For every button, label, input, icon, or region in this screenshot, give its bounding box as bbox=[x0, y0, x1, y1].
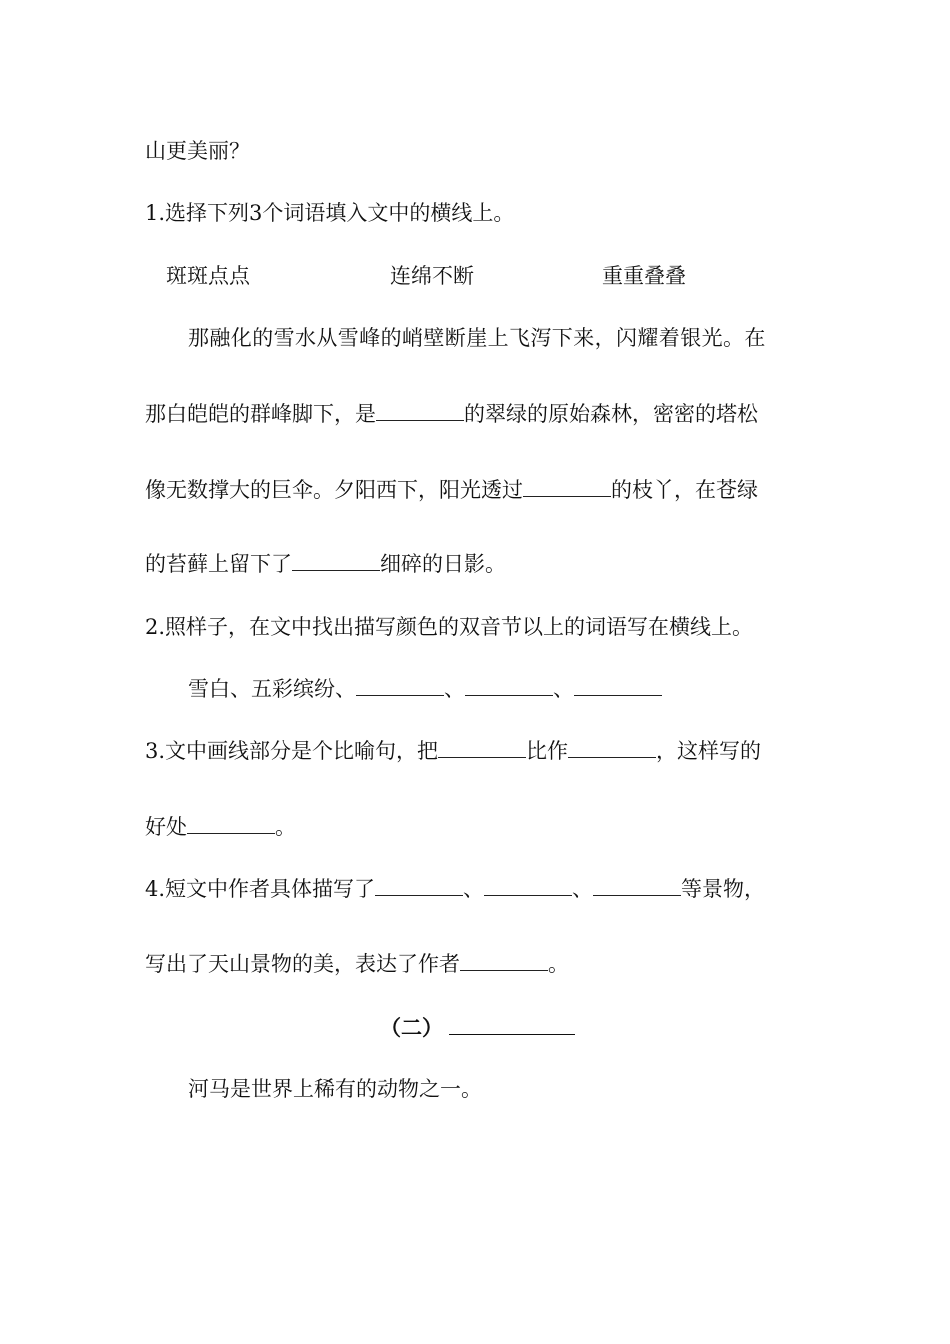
word-choice-1 bbox=[166, 262, 250, 290]
word-choice-2 bbox=[390, 262, 474, 290]
answer-blank[interactable] bbox=[438, 737, 526, 758]
text: 、 bbox=[444, 677, 465, 701]
answer-blank[interactable] bbox=[574, 675, 662, 696]
question-3 bbox=[145, 737, 761, 765]
answer-blank[interactable] bbox=[460, 950, 548, 971]
answer-blank[interactable] bbox=[484, 875, 572, 896]
passage-line-2 bbox=[145, 400, 758, 428]
answer-blank[interactable] bbox=[593, 875, 681, 896]
passage-line-1 bbox=[188, 324, 766, 352]
word: 重重叠叠 bbox=[602, 264, 686, 288]
answer-blank[interactable] bbox=[376, 400, 464, 421]
title-blank[interactable] bbox=[449, 1012, 575, 1035]
question-4-cont bbox=[145, 950, 569, 978]
text: 、 bbox=[463, 877, 485, 901]
question-text: 2.照样子，在文中找出描写颜色的双音节以上的词语写在横线上。 bbox=[145, 615, 754, 639]
text: 细碎的日影。 bbox=[380, 552, 506, 576]
answer-blank[interactable] bbox=[568, 737, 656, 758]
word: 连绵不断 bbox=[390, 264, 474, 288]
text: 那融化的雪水从雪峰的峭壁断崖上飞泻下来，闪耀着银光。在 bbox=[188, 326, 766, 350]
text: 那白皑皑的群峰脚下，是 bbox=[145, 402, 376, 426]
question-2 bbox=[145, 613, 753, 641]
passage-line-4 bbox=[145, 550, 506, 578]
text: 的枝丫，在苍绿 bbox=[611, 478, 758, 502]
text: 、 bbox=[572, 877, 594, 901]
text-line-1 bbox=[145, 137, 250, 165]
text: ，这样写的 bbox=[656, 739, 762, 763]
text: 雪白、五彩缤纷、 bbox=[188, 677, 356, 701]
question-3-cont bbox=[145, 813, 296, 841]
answer-blank[interactable] bbox=[375, 875, 463, 896]
answer-blank[interactable] bbox=[187, 813, 275, 834]
text: 河马是世界上稀有的动物之一。 bbox=[188, 1077, 482, 1101]
question-1 bbox=[145, 199, 514, 227]
word-choice-3 bbox=[602, 262, 686, 290]
section-2-heading bbox=[380, 1012, 575, 1040]
answer-blank[interactable] bbox=[356, 675, 444, 696]
answer-blank[interactable] bbox=[523, 476, 611, 497]
answer-blank[interactable] bbox=[292, 550, 380, 571]
text: 。 bbox=[275, 815, 296, 839]
text: 。 bbox=[548, 952, 569, 976]
text: 的翠绿的原始森林，密密的塔松 bbox=[464, 402, 758, 426]
passage-line-3 bbox=[145, 476, 758, 504]
section-2-first-line bbox=[188, 1075, 482, 1103]
answer-blank[interactable] bbox=[465, 675, 553, 696]
word: 斑斑点点 bbox=[166, 264, 250, 288]
section-title: （二） bbox=[380, 1015, 443, 1040]
example-line bbox=[188, 675, 662, 703]
text: 的苔藓上留下了 bbox=[145, 552, 292, 576]
text: 好处 bbox=[145, 815, 187, 839]
question-4 bbox=[145, 875, 765, 903]
text: 写出了天山景物的美，表达了作者 bbox=[145, 952, 460, 976]
question-text: 1.选择下列3个词语填入文中的横线上。 bbox=[145, 201, 515, 225]
text: 像无数撑大的巨伞。夕阳西下，阳光透过 bbox=[145, 478, 523, 502]
question-text: 3.文中画线部分是个比喻句，把 bbox=[145, 739, 439, 763]
text: 比作 bbox=[526, 739, 569, 763]
text: 等景物， bbox=[681, 877, 766, 901]
text: 、 bbox=[553, 677, 574, 701]
text: 山更美丽？ bbox=[145, 139, 250, 163]
question-text: 4.短文中作者具体描写了 bbox=[145, 877, 376, 901]
